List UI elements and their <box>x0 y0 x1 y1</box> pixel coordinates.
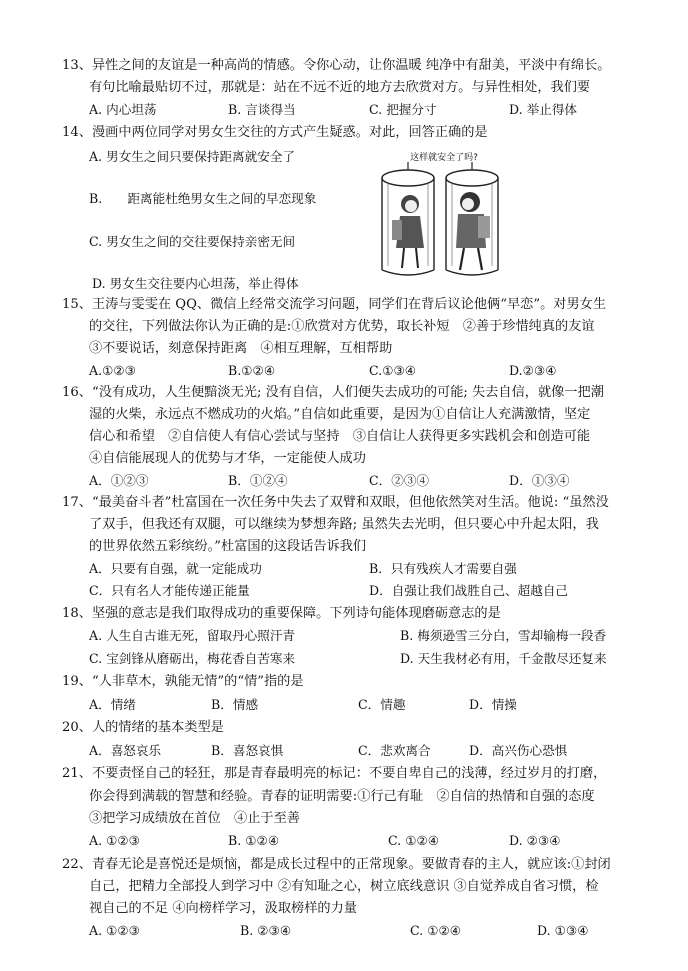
question-20-option-a: A．喜怒哀乐 <box>89 743 162 758</box>
question-16-stem-4: ④自信能展现人的优势与才华，一定能使人成功 <box>89 451 366 466</box>
question-16-option-c: C．②③④ <box>369 473 430 488</box>
question-19-line-1 <box>62 673 304 691</box>
question-18-option-a: A. 人生自古谁无死，留取丹心照汗青 <box>89 628 296 643</box>
question-17-stem-1: “最美奋斗者”杜富国在一次任务中失去了双臂和双眼，但他依然笑对生活。他说: “虽然没 <box>91 495 609 510</box>
question-16-stem-2: 湿的火柴，永远点不燃成功的火焰。”自信如此重要，是因为①自信让人充满激情，坚定 <box>89 407 591 422</box>
question-17-option-a: A．只要有自强，就一定能成功 <box>89 561 262 576</box>
question-19-option-a: A．情绪 <box>89 697 136 712</box>
question-15-stem-2: 的交往，下列做法你认为正确的是:①欣赏对方优势，取长补短 ②善于珍惜纯真的友谊 <box>89 319 595 334</box>
question-14-number: 14、 <box>62 125 92 140</box>
question-18-number: 18、 <box>62 606 92 621</box>
cartoon-image <box>374 148 506 284</box>
question-21-option-c: C. ①②④ <box>388 833 440 848</box>
question-18-option-c: C. 宝剑锋从磨砺出，梅花香自苦寒来 <box>89 651 296 666</box>
question-16-option-b: B．①②④ <box>228 473 288 488</box>
question-16-stem-1: “没有成功，人生便黯淡无光; 没有自信，人们便失去成功的可能; 失去自信，就像一把潮 <box>91 385 604 400</box>
question-21-option-b: B. ①②④ <box>228 833 280 848</box>
question-18-line-1 <box>62 605 501 623</box>
question-22-number: 22、 <box>62 857 92 872</box>
question-21-stem-1: 不要责怪自己的轻狂，那是青春最明亮的标记：不要自卑自己的浅薄，经过岁月的打磨， <box>91 766 607 781</box>
question-15-stem-3: ③不要说话，刻意保持距离 ④相互理解，互相帮助 <box>89 341 393 356</box>
question-22-stem-1: 青春无论是喜悦还是烦恼，都是成长过程中的正常现象。要做青春的主人，就应该:①封闭 <box>91 857 611 872</box>
question-16-option-d: D．①③④ <box>509 473 570 488</box>
question-19-number: 19、 <box>62 674 92 689</box>
question-22-option-b: B. ②③④ <box>240 923 292 938</box>
question-21-line-1 <box>62 765 606 783</box>
question-21-number: 21、 <box>62 766 92 781</box>
question-20-number: 20、 <box>62 720 92 735</box>
question-14-stem-1: 漫画中两位同学对男女生交往的方式产生疑惑。对此，回答正确的是 <box>91 125 488 140</box>
question-14-option-d: D. 男女生交往要内心坦荡，举止得体 <box>92 276 299 291</box>
question-22-option-c: C. ①②④ <box>410 923 462 938</box>
question-18-option-d: D. 天生我材必有用，千金散尽还复来 <box>400 651 607 666</box>
question-21-stem-3: ③把学习成绩放在首位 ④止于至善 <box>89 811 300 826</box>
question-22-stem-3: 视自己的不足 ④向榜样学习，汲取榜样的力量 <box>89 901 357 916</box>
question-13-option-a: A. 内心坦荡 <box>89 102 157 117</box>
question-20-stem-1: 人的情绪的基本类型是 <box>91 720 224 735</box>
question-16-option-a: A．①②③ <box>89 473 149 488</box>
question-17-option-c: C．只有名人才能传递正能量 <box>89 583 250 598</box>
question-17-stem-3: 的世界依然五彩缤纷。”杜富国的这段话告诉我们 <box>89 539 367 554</box>
question-15-option-d: D.②③④ <box>509 363 557 378</box>
question-21-stem-2: 你会得到满载的智慧和经验。青春的证明需要:①行己有耻 ②自信的热情和自强的态度 <box>89 789 595 804</box>
question-13-number: 13、 <box>62 58 92 73</box>
question-17-line-1 <box>62 494 609 512</box>
question-17-number: 17、 <box>62 495 92 510</box>
cartoon-caption: 这样就安全了吗? <box>410 153 478 163</box>
question-13-stem-1: 异性之间的友谊是一种高尚的情感。令你心动，让你温暖 纯净中有甜美，平淡中有绵长。 <box>91 58 611 73</box>
question-19-option-c: C．情趣 <box>358 697 406 712</box>
question-20-option-b: B．喜怒哀惧 <box>211 743 284 758</box>
question-15-option-a: A.①②③ <box>89 363 136 378</box>
question-20-option-c: C．悲欢离合 <box>358 743 431 758</box>
question-22-stem-2: 自己，把精力全部投人到学习中 ②有知耻之心，树立底线意识 ③自觉养成自省习惯，检 <box>89 879 599 894</box>
question-15-stem-1: 王涛与雯雯在 QQ、微信上经常交流学习问题，同学们在背后议论他俩“早恋”。对男女生 <box>91 297 607 312</box>
question-16-stem-3: 信心和希望 ②自信使人有信心尝试与坚持 ③自信让人获得更多实践机会和创造可能 <box>89 429 591 444</box>
question-15-option-b: B.①②④ <box>228 363 276 378</box>
question-14-line-1 <box>62 124 488 142</box>
question-14-option-c: C. 男女生之间的交往要保持亲密无间 <box>89 234 296 249</box>
question-15-line-1 <box>62 296 606 314</box>
question-13-option-b: B. 言谈得当 <box>228 102 296 117</box>
question-18-stem-1: 坚强的意志是我们取得成功的重要保障。下列诗句能体现磨砺意志的是 <box>91 606 501 621</box>
question-17-option-d: D．自强让我们战胜自己、超越自己 <box>369 583 569 598</box>
question-19-option-b: B．情感 <box>211 697 259 712</box>
question-17-option-b: B．只有残疾人才需要自强 <box>369 561 517 576</box>
question-15-option-c: C.①③④ <box>369 363 417 378</box>
question-14-option-a: A. 男女生之间只要保持距离就安全了 <box>89 149 296 164</box>
question-18-option-b: B. 梅须逊雪三分白，雪却输梅一段香 <box>400 628 607 643</box>
question-21-option-a: A. ①②③ <box>89 833 140 848</box>
question-15-number: 15、 <box>62 297 92 312</box>
question-19-option-d: D．情操 <box>469 697 517 712</box>
question-22-option-a: A. ①②③ <box>89 923 140 938</box>
question-13-option-c: C. 把握分寸 <box>369 102 437 117</box>
question-22-option-d: D. ①③④ <box>537 923 589 938</box>
question-22-line-1 <box>62 856 611 874</box>
question-14-option-b: B. 距离能杜绝男女生之间的早恋现象 <box>89 191 317 206</box>
question-21-option-d: D. ②③④ <box>509 833 561 848</box>
question-13-stem-2: 有句比喻最贴切不过，那就是：站在不远不近的地方去欣赏对方。与异性相处，我们要 <box>89 80 591 95</box>
question-19-stem-1: “人非草木，孰能无情”的“情”指的是 <box>91 674 304 689</box>
question-20-option-d: D．高兴伤心恐惧 <box>469 743 568 758</box>
question-20-line-1 <box>62 719 224 737</box>
question-17-stem-2: 了双手，但我还有双腿，可以继续为梦想奔路; 虽然失去光明，但只要心中升起太阳，我 <box>89 517 599 532</box>
question-13-option-d: D. 举止得体 <box>509 102 578 117</box>
question-16-number: 16、 <box>62 385 92 400</box>
question-16-line-1 <box>62 384 604 402</box>
question-13-line-1 <box>62 57 610 75</box>
